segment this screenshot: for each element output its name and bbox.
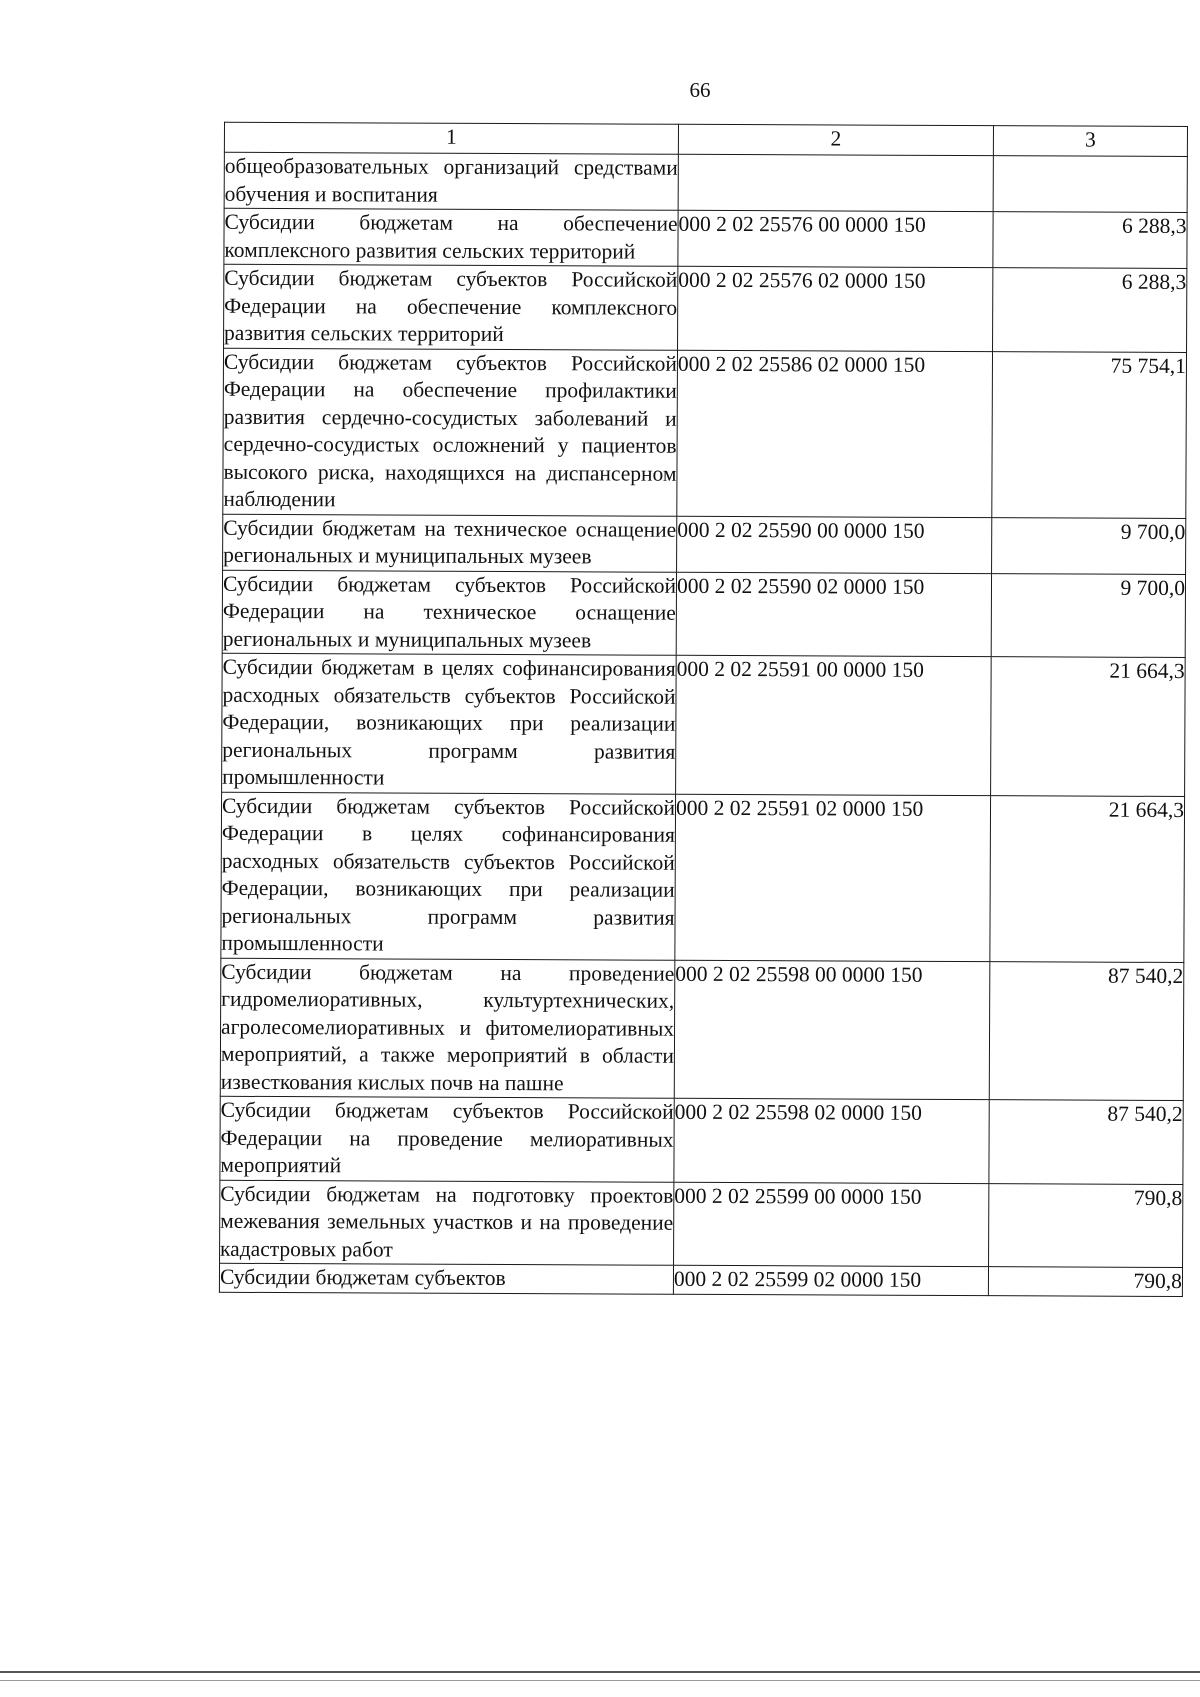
amount-cell: 6 288,3: [993, 268, 1187, 352]
amount-cell: 790,8: [988, 1267, 1182, 1296]
description-cell: Субсидии бюджетам субъектов Российской Федерации на обеспечение профилактики развития сердечно-сосудистых заболеваний и сердечно-сосудистых осложнений у пациентов высокого риска, находящихся на диспансерном наблюдении: [223, 348, 678, 516]
description-cell: общеобразовательных организаций средствами обучения и воспитания: [224, 152, 678, 210]
amount-cell: 21 664,3: [991, 657, 1186, 796]
description-cell: Субсидии бюджетам субъектов: [219, 1263, 673, 1293]
page-number: 66: [689, 78, 711, 102]
description-cell: Субсидии бюджетам субъектов Российской Федерации на техническое оснащение региональных и муниципальных музеев: [222, 570, 676, 655]
code-cell: 000 2 02 25599 02 0000 150: [673, 1265, 988, 1295]
code-cell: 000 2 02 25586 02 0000 150: [677, 350, 993, 517]
column-header-2: 2: [678, 124, 993, 155]
amount-cell: 790,8: [989, 1183, 1183, 1267]
description-cell: Субсидии бюджетам субъектов Российской Федерации на проведение мелиоративных мероприятий: [220, 1096, 674, 1181]
description-cell: Субсидии бюджетам на подготовку проектов межевания земельных участков и на проведение кадастровых работ: [220, 1180, 674, 1265]
description-cell: Субсидии бюджетам на обеспечение комплексного развития сельских территорий: [224, 208, 678, 266]
table-row: [220, 1180, 1183, 1268]
code-cell: 000 2 02 25590 02 0000 150: [676, 572, 991, 657]
code-cell: 000 2 02 25576 02 0000 150: [678, 266, 993, 351]
table-row: [224, 264, 1187, 352]
table-row: [221, 792, 1185, 962]
code-cell: [678, 154, 993, 211]
code-cell: 000 2 02 25599 00 0000 150: [674, 1182, 989, 1267]
description-cell: Субсидии бюджетам субъектов Российской Федерации в целях софинансирования расходных обязательств субъектов Российской Федерации, возникающих при реализации региональных программ развития промышленности: [221, 792, 676, 960]
table-row: [224, 152, 1187, 212]
footer-divider-thin: [0, 1680, 1200, 1681]
amount-cell: 6 288,3: [993, 212, 1187, 269]
description-cell: Субсидии бюджетам субъектов Российской Федерации на обеспечение комплексного развития сельских территорий: [224, 264, 678, 349]
table-row: [222, 570, 1185, 658]
code-cell: 000 2 02 25591 00 0000 150: [676, 655, 992, 795]
description-cell: Субсидии бюджетам на проведение гидромелиоративных, культуртехнических, агролесомелиоративных и фитомелиоративных мероприятий, а также мероприятий в области известкования кислых почв на пашне: [220, 958, 675, 1098]
table-row: [220, 958, 1184, 1101]
column-header-3: 3: [993, 126, 1187, 157]
amount-cell: [993, 156, 1187, 213]
table-row: [223, 514, 1186, 574]
table-row: [224, 208, 1187, 268]
amount-cell: 9 700,0: [991, 573, 1185, 657]
budget-table: [219, 122, 1188, 1297]
column-header-1: 1: [224, 122, 678, 154]
code-cell: 000 2 02 25576 00 0000 150: [678, 210, 993, 267]
amount-cell: 87 540,2: [989, 961, 1184, 1100]
amount-cell: 21 664,3: [990, 795, 1185, 962]
amount-cell: 87 540,2: [989, 1100, 1183, 1184]
code-cell: 000 2 02 25598 02 0000 150: [674, 1098, 989, 1183]
table-row: [222, 653, 1186, 796]
amount-cell: 75 754,1: [992, 351, 1187, 518]
table-row: [220, 1096, 1183, 1184]
description-cell: Субсидии бюджетам на техническое оснащение региональных и муниципальных музеев: [223, 514, 677, 572]
table-row: [219, 1263, 1182, 1296]
table-header-row: [224, 122, 1187, 156]
code-cell: 000 2 02 25591 02 0000 150: [675, 794, 991, 961]
code-cell: 000 2 02 25598 00 0000 150: [674, 960, 990, 1100]
footer-divider: [0, 1671, 1200, 1673]
code-cell: 000 2 02 25590 00 0000 150: [677, 516, 992, 573]
description-cell: Субсидии бюджетам в целях софинансирования расходных обязательств субъектов Российской Федерации, возникающих при реализации региональных программ развития промышленности: [222, 653, 677, 793]
table-row: [223, 348, 1187, 518]
amount-cell: 9 700,0: [992, 517, 1186, 574]
table-body: [219, 152, 1187, 1296]
